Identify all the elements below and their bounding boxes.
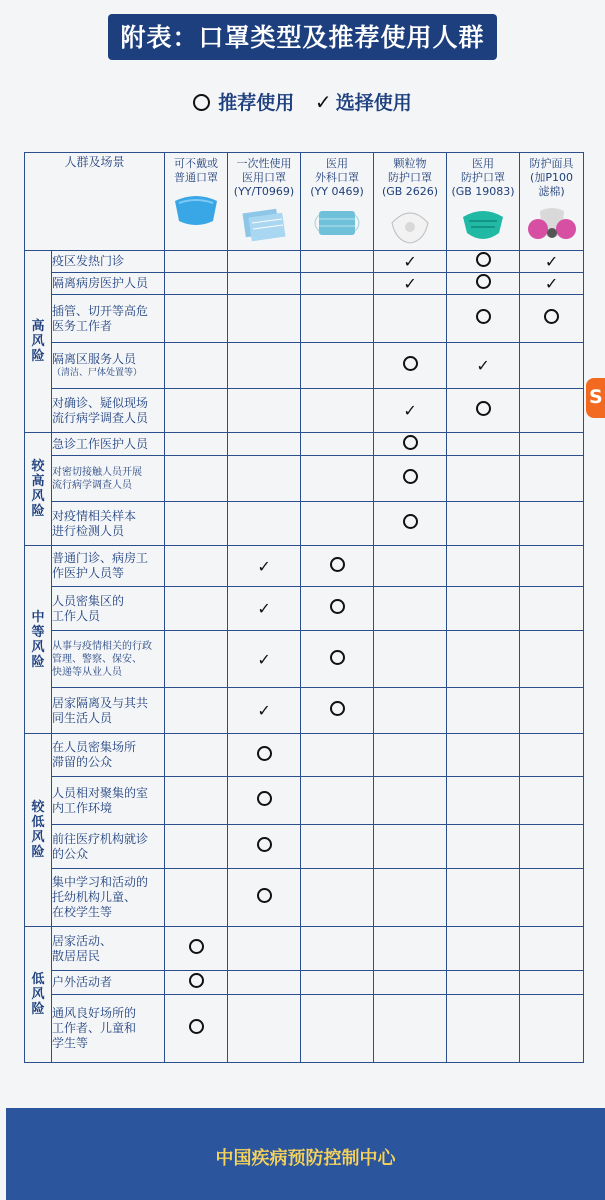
check-icon: ✓ [314,90,332,114]
scene-text: 居家活动、 散居居民 [52,933,113,963]
usage-cell [228,273,301,295]
usage-cell [520,869,584,927]
usage-cell [228,869,301,927]
usage-cell [374,995,447,1063]
usage-cell [520,734,584,777]
table-row [25,587,584,631]
blue-fabric-mask-icon [165,189,227,233]
scene-cell [52,389,165,433]
usage-cell [520,433,584,456]
usage-cell [447,777,520,825]
usage-cell [374,295,447,343]
usage-cell [520,251,584,273]
gas-mask-icon [520,203,583,249]
usage-cell [301,777,374,825]
usage-cell [374,927,447,971]
usage-cell [374,734,447,777]
mask-column-header [301,153,374,251]
usage-cell [228,433,301,456]
usage-cell [301,251,374,273]
medical-respirator-icon [447,203,519,249]
disposable-mask-icon [228,203,300,247]
circle-icon [330,650,345,665]
scene-cell [52,273,165,295]
scene-text: 急诊工作医护人员 [52,436,149,451]
usage-cell [228,343,301,389]
usage-cell [374,777,447,825]
table-row [25,251,584,273]
scene-cell [52,825,165,869]
mask-column-header [374,153,447,251]
scene-text: 人员密集区的 工作人员 [52,593,125,623]
usage-cell [447,273,520,295]
usage-cell [165,343,228,389]
particulate-respirator-icon [374,203,446,249]
risk-group-label [25,734,52,927]
usage-cell [520,587,584,631]
circle-icon [257,746,272,761]
usage-cell [301,927,374,971]
usage-cell [447,869,520,927]
sogou-input-icon[interactable] [586,378,605,418]
scene-note: （清洁、尸体处置等） [52,368,143,378]
scene-text: 隔离区服务人员 [52,352,137,366]
scene-text: 集中学习和活动的 托幼机构儿童、 在校学生等 [52,875,149,919]
table-row [25,734,584,777]
table-row [25,295,584,343]
scene-cell [52,995,165,1063]
usage-cell [301,688,374,734]
usage-cell [520,825,584,869]
usage-cell [165,456,228,502]
usage-cell [374,688,447,734]
scene-text: 户外活动者 [52,975,113,989]
usage-cell [228,734,301,777]
mask-type-label: 颗粒物 防护口罩 (GB 2626) [381,157,439,198]
risk-group-label [25,433,52,546]
footer-bar [6,1108,605,1200]
usage-cell [374,343,447,389]
circle-icon [544,309,559,324]
usage-cell [165,587,228,631]
circle-icon [330,701,345,716]
check-icon: ✓ [257,599,271,618]
usage-cell [520,389,584,433]
scene-text: 前往医疗机构就诊 的公众 [52,831,149,861]
circle-icon [476,401,491,416]
title-banner [0,14,605,60]
mask-column-header [520,153,584,251]
scene-cell [52,869,165,927]
circle-icon [189,973,204,988]
scene-cell [52,734,165,777]
table-row [25,971,584,995]
scene-text: 对密切接触人员开展 流行病学调查人员 [52,466,142,491]
scene-text: 在人员密集场所 滞留的公众 [52,740,137,769]
scene-cell [52,631,165,688]
circle-icon [189,1019,204,1034]
scene-cell [52,546,165,587]
table-row [25,389,584,433]
check-icon: ✓ [403,252,417,271]
surgical-mask-icon [301,203,373,247]
footer-org: 中国疾病预防控制中心 [215,1148,396,1169]
check-icon: ✓ [403,401,417,420]
scene-text: 从事与疫情相关的行政 管理、警察、保安、 快递等从业人员 [52,640,152,678]
usage-cell [520,456,584,502]
circle-icon [403,356,418,371]
table-row [25,502,584,546]
risk-group-text: 中等风险 [31,609,45,670]
mask-column-header [165,153,228,251]
mask-type-label: 可不戴或 普通口罩 [174,157,219,184]
scene-cell [52,295,165,343]
usage-cell [520,546,584,587]
usage-cell [520,688,584,734]
check-icon: ✓ [476,356,490,375]
usage-cell [165,273,228,295]
usage-cell [301,971,374,995]
usage-cell [520,295,584,343]
usage-cell [228,389,301,433]
table-row [25,546,584,587]
check-icon: ✓ [257,556,271,576]
mask-column-header [228,153,301,251]
scene-cell [52,433,165,456]
usage-cell [374,389,447,433]
check-icon: ✓ [257,649,271,669]
scene-text: 插管、切开等高危 医务工作者 [52,303,149,333]
usage-cell [520,631,584,688]
table-row [25,688,584,734]
mask-type-label: 医用 防护口罩 (GB 19083) [451,157,515,198]
usage-cell [520,995,584,1063]
usage-cell [374,433,447,456]
legend-recommended: 推荐使用 [218,92,295,114]
corner-header: 人群及场景 [25,153,165,251]
circle-icon [257,791,272,806]
table-row [25,273,584,295]
mask-type-label: 医用 外科口罩 (YY 0469) [310,157,364,198]
usage-cell [447,502,520,546]
table-row [25,995,584,1063]
scene-cell [52,502,165,546]
circle-icon [476,309,491,324]
risk-group-text: 高风险 [31,319,45,364]
usage-cell [447,688,520,734]
table-row [25,343,584,389]
usage-cell [228,251,301,273]
mask-table [24,152,584,1063]
usage-cell [374,869,447,927]
table-row [25,869,584,927]
check-icon: ✓ [403,274,417,293]
scene-cell [52,688,165,734]
usage-cell [374,825,447,869]
usage-cell [165,825,228,869]
sogou-glyph: S [589,386,603,408]
circle-icon [476,252,491,267]
usage-cell [165,251,228,273]
usage-cell [165,688,228,734]
usage-cell [301,587,374,631]
usage-cell [520,927,584,971]
usage-cell [520,343,584,389]
table-row [25,433,584,456]
scene-text: 疫区发热门诊 [52,254,125,268]
risk-group-label [25,927,52,1063]
usage-cell [165,734,228,777]
usage-cell [374,631,447,688]
usage-cell [374,546,447,587]
usage-cell [520,273,584,295]
usage-cell [301,502,374,546]
table-row [25,777,584,825]
usage-cell [228,546,301,587]
mask-type-label: 一次性使用 医用口罩 (YY/T0969) [233,157,295,198]
table-row [25,631,584,688]
usage-cell [165,546,228,587]
usage-cell [447,343,520,389]
page-title: 附表：口罩类型及推荐使用人群 [108,14,496,60]
usage-cell [447,251,520,273]
scene-text: 对疫情相关样本 进行检测人员 [52,508,137,538]
usage-cell [165,869,228,927]
usage-cell [165,971,228,995]
usage-cell [374,587,447,631]
scene-cell [52,456,165,502]
usage-cell [520,777,584,825]
circle-icon [193,94,210,111]
usage-cell [228,587,301,631]
usage-cell [374,502,447,546]
usage-cell [165,631,228,688]
usage-cell [520,971,584,995]
usage-cell [228,825,301,869]
usage-cell [228,295,301,343]
usage-cell [301,433,374,456]
usage-cell [374,251,447,273]
table-row [25,825,584,869]
usage-cell [447,389,520,433]
table-row [25,456,584,502]
usage-cell [301,869,374,927]
scene-text: 普通门诊、病房工 作医护人员等 [52,551,149,580]
usage-cell [165,777,228,825]
scene-text: 居家隔离及与其共 同生活人员 [52,695,149,725]
usage-cell [301,546,374,587]
scene-text: 通风良好场所的 工作者、儿童和 学生等 [52,1006,137,1050]
circle-icon [189,939,204,954]
usage-cell [228,688,301,734]
risk-group-label [25,251,52,433]
risk-group-text: 较高风险 [31,459,45,519]
usage-cell [447,995,520,1063]
usage-cell [447,456,520,502]
usage-cell [301,734,374,777]
usage-cell [228,631,301,688]
usage-cell [228,456,301,502]
circle-icon [403,514,418,529]
circle-icon [330,599,345,614]
scene-text: 对确诊、疑似现场 流行病学调查人员 [52,395,149,425]
circle-icon [330,557,345,572]
usage-cell [228,971,301,995]
circle-icon [403,435,418,450]
circle-icon [257,837,272,852]
usage-cell [447,631,520,688]
usage-cell [301,343,374,389]
usage-cell [301,273,374,295]
circle-icon [403,469,418,484]
usage-cell [301,389,374,433]
usage-cell [165,995,228,1063]
usage-cell [447,734,520,777]
usage-cell [447,587,520,631]
check-icon: ✓ [544,274,559,293]
usage-cell [301,825,374,869]
usage-cell [374,971,447,995]
risk-group-text: 低风险 [31,972,45,1017]
usage-cell [447,927,520,971]
table-row [25,927,584,971]
usage-cell [301,995,374,1063]
usage-cell [447,295,520,343]
usage-cell [228,502,301,546]
scene-cell [52,251,165,273]
usage-cell [228,777,301,825]
scene-cell [52,927,165,971]
scene-text: 人员相对聚集的室 内工作环境 [52,785,149,815]
usage-cell [165,389,228,433]
scene-cell [52,587,165,631]
check-icon: ✓ [544,252,559,271]
usage-cell [447,546,520,587]
mask-column-header [447,153,520,251]
usage-cell [447,971,520,995]
circle-icon [476,274,491,289]
legend [0,88,605,115]
usage-cell [165,927,228,971]
legend-optional: 选择使用 [335,92,412,114]
usage-cell [447,825,520,869]
check-icon: ✓ [257,701,271,720]
scene-cell [52,971,165,995]
usage-cell [228,927,301,971]
usage-cell [301,631,374,688]
risk-group-label [25,546,52,734]
usage-cell [165,433,228,456]
usage-cell [228,995,301,1063]
usage-cell [301,456,374,502]
scene-cell [52,777,165,825]
scene-text: 隔离病房医护人员 [52,276,149,290]
scene-cell [52,343,165,389]
usage-cell [374,456,447,502]
usage-cell [301,295,374,343]
usage-cell [374,273,447,295]
usage-cell [165,295,228,343]
mask-type-label: 防护面具 (加P100 滤棉) [529,157,574,198]
usage-cell [520,502,584,546]
usage-cell [165,502,228,546]
usage-cell [447,433,520,456]
circle-icon [257,888,272,903]
risk-group-text: 较低风险 [31,800,45,860]
